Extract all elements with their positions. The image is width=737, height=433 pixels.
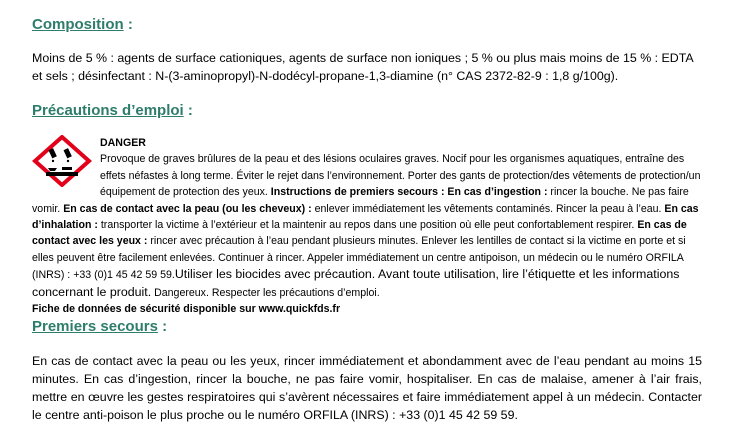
ingestion-text: rincer la bouche. Ne pas faire vomir. <box>32 186 689 215</box>
precautions-block <box>32 135 702 317</box>
composition-text: Moins de 5 % : agents de surface cationiques, agents de surface non ioniques ; 5 % ou plus mais moins de 15 % : EDTA et sels ; désinfectant : N-(3-aminopropyl)-N-dodécyl-propane-1,3-diamine (n° CAS 2372-82-9 : 1,8 g/100g). <box>32 51 693 83</box>
composition-heading <box>32 16 133 33</box>
biocide-text: Utiliser les biocides avec précaution. Avant toute utilisation, lire l’étiquette et les informations concernant le produit. <box>32 267 680 299</box>
precautions-heading <box>32 102 193 119</box>
eyes-label: En cas de contact avec les yeux : <box>32 219 687 248</box>
hazard-text: Provoque de graves brûlures de la peau et des lésions oculaires graves. Nocif pour les organismes aquatiques, entraîne des effets néfastes à long terme. Éviter le rejet dans l’environnement. Porter des gants de protection/des vêtements de protection/un équipement de protection des yeux. <box>100 153 701 199</box>
eyes-text: rincer avec précaution à l’eau pendant plusieurs minutes. Enlever les lentilles de contact si la victime en porte et si elles peuvent être facilement enlevées. Continuer à rincer. Appeler immédiatement un centre antipoison, un médecin ou le numéro ORFILA (INRS) : +33 (0)1 45 42 59 59. <box>32 235 686 282</box>
composition-title: Composition <box>32 16 124 33</box>
premiers-secours-title: Premiers secours <box>32 318 158 335</box>
premiers-secours-colon: : <box>157 318 168 335</box>
precautions-colon: : <box>183 102 193 119</box>
skin-label: En cas de contact avec la peau (ou les cheveux) : <box>63 202 312 215</box>
precautions-title: Précautions d’emploi <box>32 102 184 119</box>
sds-text: Fiche de données de sécurité disponible sur www.quickfds.fr <box>32 303 341 316</box>
skin-text: enlever immédiatement les vêtements contaminés. Rincer la peau à l’eau. <box>311 202 665 215</box>
first-aid-label: Instructions de premiers secours : En cas d’ingestion : <box>270 186 548 199</box>
danger-label: DANGER <box>100 137 146 149</box>
composition-colon: : <box>123 16 133 33</box>
tail-text: Dangereux. Respecter les précautions d’emploi. <box>151 286 380 299</box>
premiers-secours-text: En cas de contact avec la peau ou les yeux, rincer immédiatement et abondamment avec de l’eau pendant au moins 15 minutes. En cas d’ingestion, rincer la bouche, ne pas faire vomir, hospitaliser. En cas de malaise, amener à l’air frais, mettre en œuvre les gestes respiratoires qui s’avèrent nécessaires et faire immédiatement appel à un médecin. Contacter le centre anti-poison le plus proche ou le numéro ORFILA (INRS) : +33 (0)1 45 42 59 59. <box>32 354 702 422</box>
corrosion-pictogram-icon <box>32 135 92 187</box>
premiers-secours-heading <box>32 318 167 335</box>
inhalation-text: transporter la victime à l’extérieur et la maintenir au repos dans une position où elle peut confortablement respirer. <box>97 219 638 232</box>
inhalation-label: En cas d’inhalation : <box>32 202 699 232</box>
